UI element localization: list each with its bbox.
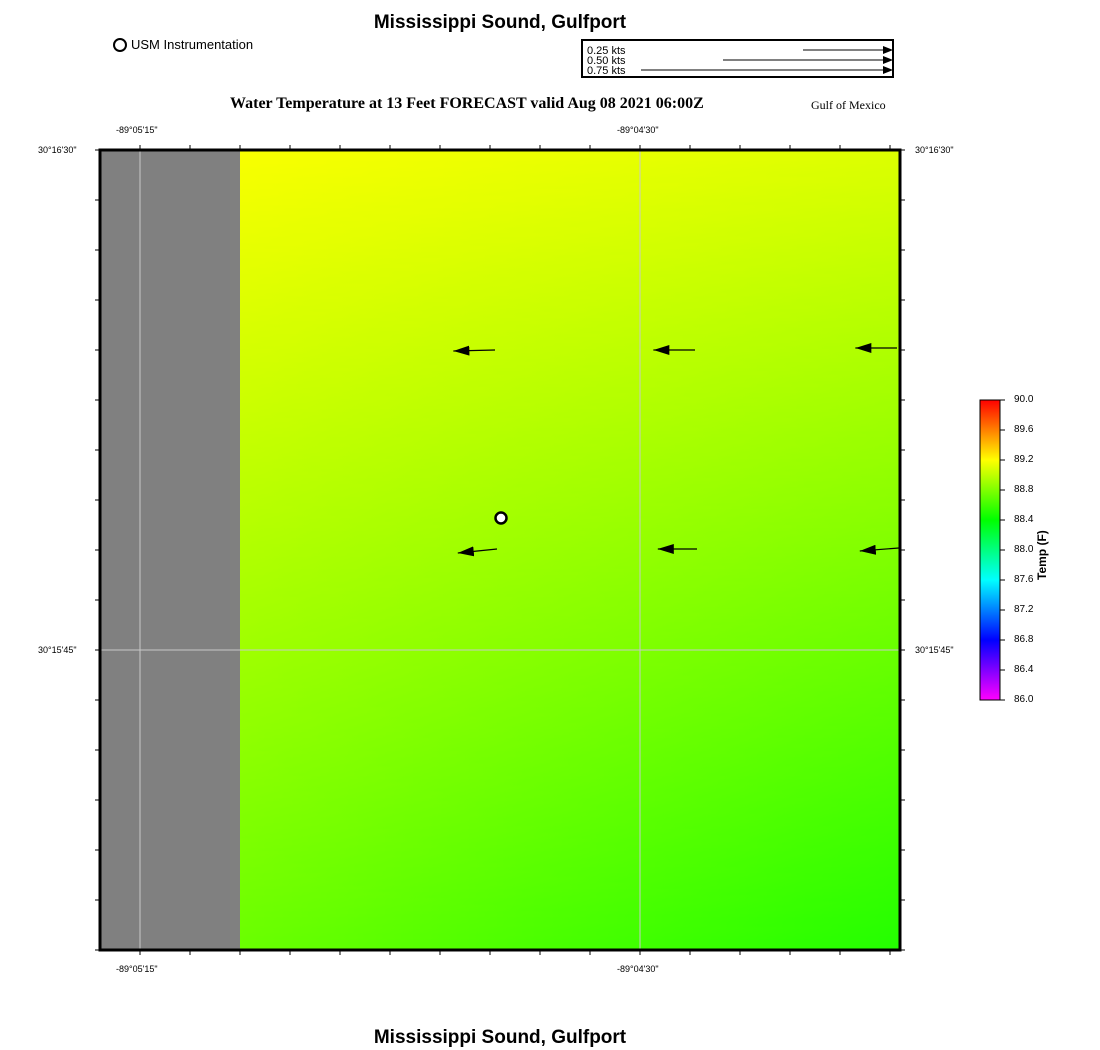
lat-tick-label-left-2: 30°15'45" <box>38 645 77 655</box>
lat-tick-label-right-1: 30°16'30" <box>915 145 954 155</box>
lon-tick-label-bottom-1: -89°05'15" <box>116 964 158 974</box>
lon-tick-label-top-1: -89°05'15" <box>116 125 158 135</box>
region-label: Gulf of Mexico <box>811 98 886 112</box>
colorbar-title: Temp (F) <box>1035 530 1049 580</box>
colorbar-label: 90.0 <box>1014 394 1034 405</box>
colorbar-label: 87.6 <box>1014 574 1034 585</box>
usm-legend-label: USM Instrumentation <box>131 37 254 52</box>
colorbar-label: 86.4 <box>1014 664 1034 675</box>
usm-station-marker <box>496 513 507 524</box>
map-bottom-title: Mississippi Sound, Gulfport <box>373 1027 627 1048</box>
map-title: Mississippi Sound, Gulfport <box>373 12 627 33</box>
lon-tick-label-top-2: -89°04'30" <box>617 125 659 135</box>
colorbar-label: 88.0 <box>1014 544 1034 555</box>
vector-legend-label-1: 0.25 kts <box>587 45 626 57</box>
lat-tick-label-right-2: 30°15'45" <box>915 645 954 655</box>
map-subtitle: Water Temperature at 13 Feet FORECAST valid Aug 08 2021 06:00Z <box>230 95 704 112</box>
colorbar-label: 89.2 <box>1014 454 1034 465</box>
land-area <box>100 150 240 950</box>
lat-tick-label-left-1: 30°16'30" <box>38 145 77 155</box>
colorbar-label: 86.0 <box>1014 694 1034 705</box>
vector-legend-label-2: 0.50 kts <box>587 55 626 67</box>
colorbar-label: 86.8 <box>1014 634 1034 645</box>
colorbar-ticks <box>1000 400 1005 700</box>
colorbar-label: 89.6 <box>1014 424 1034 435</box>
colorbar-label: 88.8 <box>1014 484 1034 495</box>
colorbar-label: 87.2 <box>1014 604 1034 615</box>
vector-legend-label-3: 0.75 kts <box>587 65 626 77</box>
lon-tick-label-bottom-2: -89°04'30" <box>617 964 659 974</box>
colorbar <box>980 400 1000 700</box>
colorbar-label: 88.4 <box>1014 514 1034 525</box>
